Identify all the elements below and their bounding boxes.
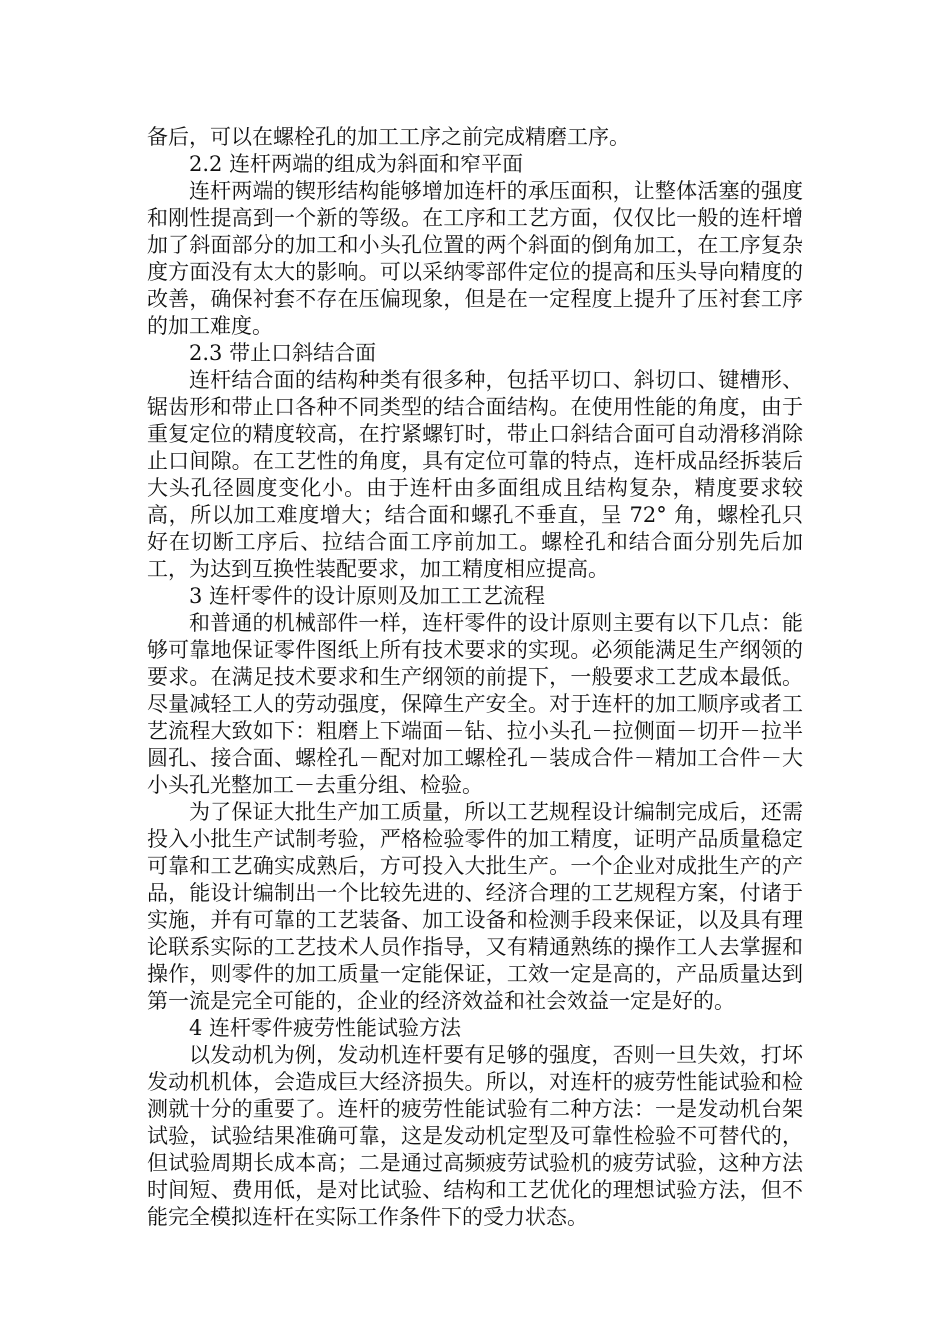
paragraph-continuation: 备后，可以在螺栓孔的加工工序之前完成精磨工序。 xyxy=(147,125,630,149)
paragraph: 和普通的机械部件一样，连杆零件的设计原则主要有以下几点：能够可靠地保证零件图纸上所有技术要求的实现。必须能满足生产纲领的要求。在满足技术要求和生产纲领的前提下，一般要求工艺成本最低。尽量减轻工人的劳动强度，保障生产安全。对于连杆的加工顺序或者工艺流程大致如下：粗磨上下端面－钻、拉小头孔－拉侧面－切开－拉半圆孔、接合面、螺栓孔－配对加工螺栓孔－装成合件－精加工合件－大小头孔光整加工－去重分组、检验。 xyxy=(147,611,803,797)
document-page xyxy=(147,124,803,1231)
paragraph: 为了保证大批生产加工质量，所以工艺规程设计编制完成后，还需投入小批生产试制考验，严格检验零件的加工精度，证明产品质量稳定可靠和工艺确实成熟后，方可投入大批生产。一个企业对成批生产的产品，能设计编制出一个比较先进的、经济合理的工艺规程方案，付诸于实施，并有可靠的工艺装备、加工设备和检测手段来保证，以及具有理论联系实际的工艺技术人员作指导，又有精通熟练的操作工人去掌握和操作，则零件的加工质量一定能保证，工效一定是高的，产品质量达到第一流是完全可能的，企业的经济效益和社会效益一定是好的。 xyxy=(147,800,803,1013)
section-heading-2-3: 2.3 带止口斜结合面 xyxy=(189,341,377,365)
section-heading-4: 4 连杆零件疲劳性能试验方法 xyxy=(189,1016,462,1040)
section-heading-3: 3 连杆零件的设计原则及加工工艺流程 xyxy=(189,584,546,608)
paragraph: 连杆结合面的结构种类有很多种，包括平切口、斜切口、键槽形、锯齿形和带止口各种不同类型的结合面结构。在使用性能的角度，由于重复定位的精度较高，在拧紧螺钉时，带止口斜结合面可自动滑移消除止口间隙。在工艺性的角度，具有定位可靠的特点，连杆成品经拆装后大头孔径圆度变化小。由于连杆由多面组成且结构复杂，精度要求较高，所以加工难度增大；结合面和螺孔不垂直，呈 72° 角，螺栓孔只好在切断工序后、拉结合面工序前加工。螺栓孔和结合面分别先后加工，为达到互换性装配要求，加工精度相应提高。 xyxy=(147,368,803,581)
section-heading-2-2: 2.2 连杆两端的组成为斜面和窄平面 xyxy=(189,152,524,176)
paragraph: 连杆两端的锲形结构能够增加连杆的承压面积，让整体活塞的强度和刚性提高到一个新的等级。在工序和工艺方面，仅仅比一般的连杆增加了斜面部分的加工和小头孔位置的两个斜面的倒角加工，在工序复杂度方面没有太大的影响。可以采纳零部件定位的提高和压头导向精度的改善，确保衬套不存在压偏现象，但是在一定程度上提升了压衬套工序的加工难度。 xyxy=(147,179,803,338)
paragraph: 以发动机为例，发动机连杆要有足够的强度，否则一旦失效，打坏发动机机体，会造成巨大经济损失。所以，对连杆的疲劳性能试验和检测就十分的重要了。连杆的疲劳性能试验有二种方法：一是发动机台架试验，试验结果准确可靠，这是发动机定型及可靠性检验不可替代的，但试验周期长成本高；二是通过高频疲劳试验机的疲劳试验，这种方法时间短、费用低，是对比试验、结构和工艺优化的理想试验方法，但不能完全模拟连杆在实际工作条件下的受力状态。 xyxy=(147,1043,803,1229)
